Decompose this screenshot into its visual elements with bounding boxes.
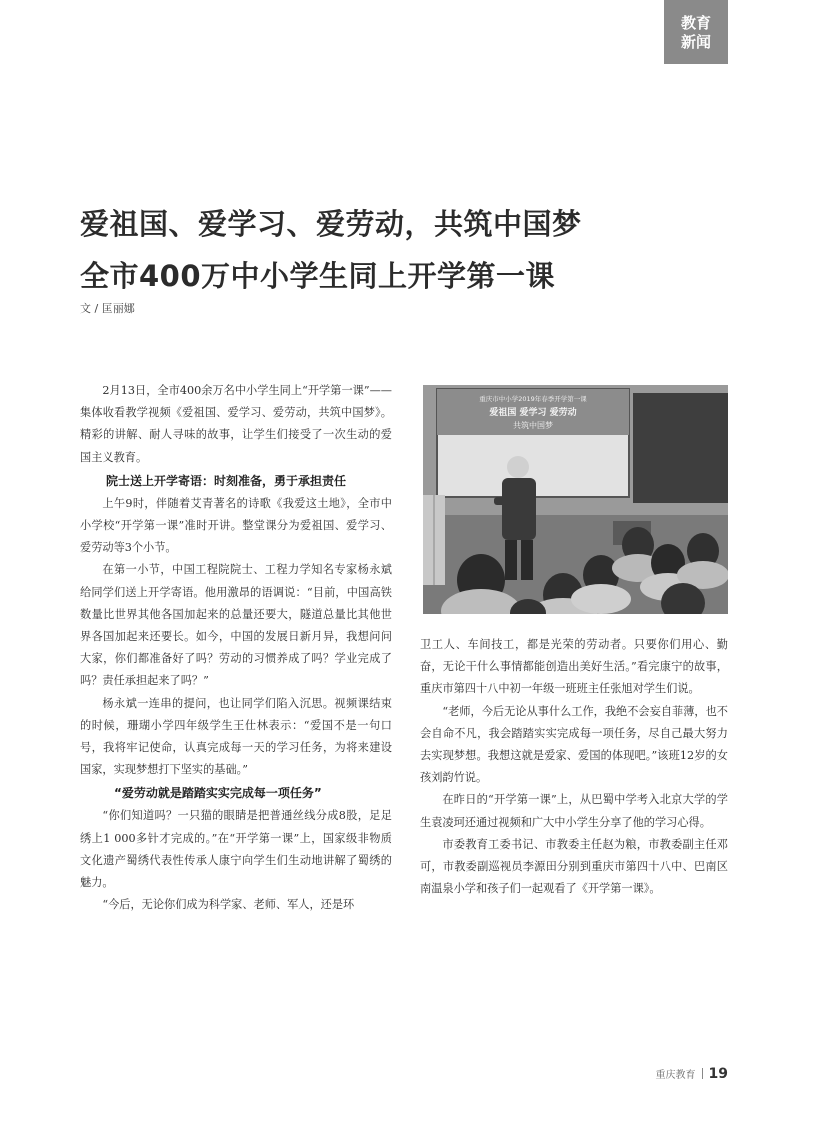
- page-footer: [600, 1066, 728, 1082]
- screen-text-2: 爱祖国 爱学习 爱劳动: [489, 408, 577, 418]
- article-title: [80, 198, 720, 302]
- magazine-name: 重庆教育: [655, 1070, 696, 1081]
- paragraph-7: “老师，今后无论从事什么工作，我绝不会妄自菲薄，也不会自命不凡，我会踏踏实实完成每一项任务，尽自己最大努力去实现梦想。我想这就是爱家、爱国的体现吧。”该班12岁的女孩刘韵竹说。: [420, 704, 728, 785]
- article-column-left: [80, 380, 392, 916]
- title-line-1: 爱祖国、爱学习、爱劳动，共筑中国梦: [80, 207, 582, 241]
- paragraph-8: 在昨日的“开学第一课”上，从巴蜀中学考入北京大学的学生袁凌珂还通过视频和广大中小学生分享了他的学习心得。: [420, 793, 728, 829]
- paragraph-9: 市委教育工委书记、市教委主任赵为粮，市教委副主任邓可，市教委副巡视员李源田分别到重庆市第四十八中、巴南区南温泉小学和孩子们一起观看了《开学第一课》。: [420, 837, 728, 896]
- classroom-photo: [423, 385, 728, 614]
- title-line-2: 全市400万中小学生同上开学第一课: [80, 259, 556, 293]
- page-number: 19: [708, 1066, 728, 1082]
- paragraph-6-start: “今后，无论你们成为科学家、老师、军人，还是环: [102, 898, 355, 912]
- paragraph-1: 2月13日，全市400余万名中小学生同上“开学第一课”——集体收看教学视频《爱祖国、爱学习、爱劳动，共筑中国梦》。精彩的讲解、耐人寻味的故事，让学生们接受了一次生动的爱国主义教育。: [80, 384, 392, 464]
- subheading-1: 院士送上开学寄语：时刻准备，勇于承担责任: [106, 473, 347, 488]
- paragraph-4: 杨永斌一连串的提问，也让同学们陷入沉思。视频课结束的时候，珊瑚小学四年级学生王仕林表示：“爱国不是一句口号，我将牢记使命，认真完成每一天的学习任务，为将来建设国家，实现梦想打下坚实的基础。”: [80, 696, 392, 777]
- paragraph-5: “你们知道吗？一只猫的眼睛是把普通丝线分成8股，足足绣上1 000多针才完成的。”在“开学第一课”上，国家级非物质文化遗产蜀绣代表性传承人康宁向学生们生动地讲解了蜀绣的魅力。: [80, 809, 392, 890]
- section-tab-line1: 教育: [680, 14, 711, 32]
- byline: 文 / 匡丽娜: [80, 302, 135, 315]
- footer-divider: [702, 1068, 703, 1079]
- screen-text-1: 重庆市中小学2019年春季开学第一课: [479, 395, 587, 403]
- section-tab-line2: 新闻: [680, 33, 711, 51]
- article-column-right: [420, 634, 728, 900]
- paragraph-3: 在第一小节，中国工程院院士、工程力学知名专家杨永斌给同学们送上开学寄语。他用激昂的语调说：“目前，中国高铁数量比世界其他各国加起来的总量还要大，隧道总量比其他世界各国加起来还要长。如今，中国的发展日新月异，我想问问大家，你们都准备好了吗？劳动的习惯养成了吗？学业完成了吗？责任承担起来了吗？”: [80, 563, 392, 688]
- paragraph-6-continued: 卫工人、车间技工，都是光荣的劳动者。只要你们用心、勤奋，无论干什么事情都能创造出美好生活。”看完康宁的故事，重庆市第四十八中初一年级一班班主任张旭对学生们说。: [420, 638, 728, 696]
- section-tab: [664, 0, 728, 64]
- subheading-2: “爱劳动就是踏踏实实完成每一项任务”: [114, 786, 322, 801]
- screen-text-3: 共筑中国梦: [513, 421, 553, 430]
- paragraph-2: 上午9时，伴随着艾青著名的诗歌《我爱这土地》，全市中小学校“开学第一课”准时开讲。整堂课分为爱祖国、爱学习、爱劳动等3个小节。: [80, 496, 392, 555]
